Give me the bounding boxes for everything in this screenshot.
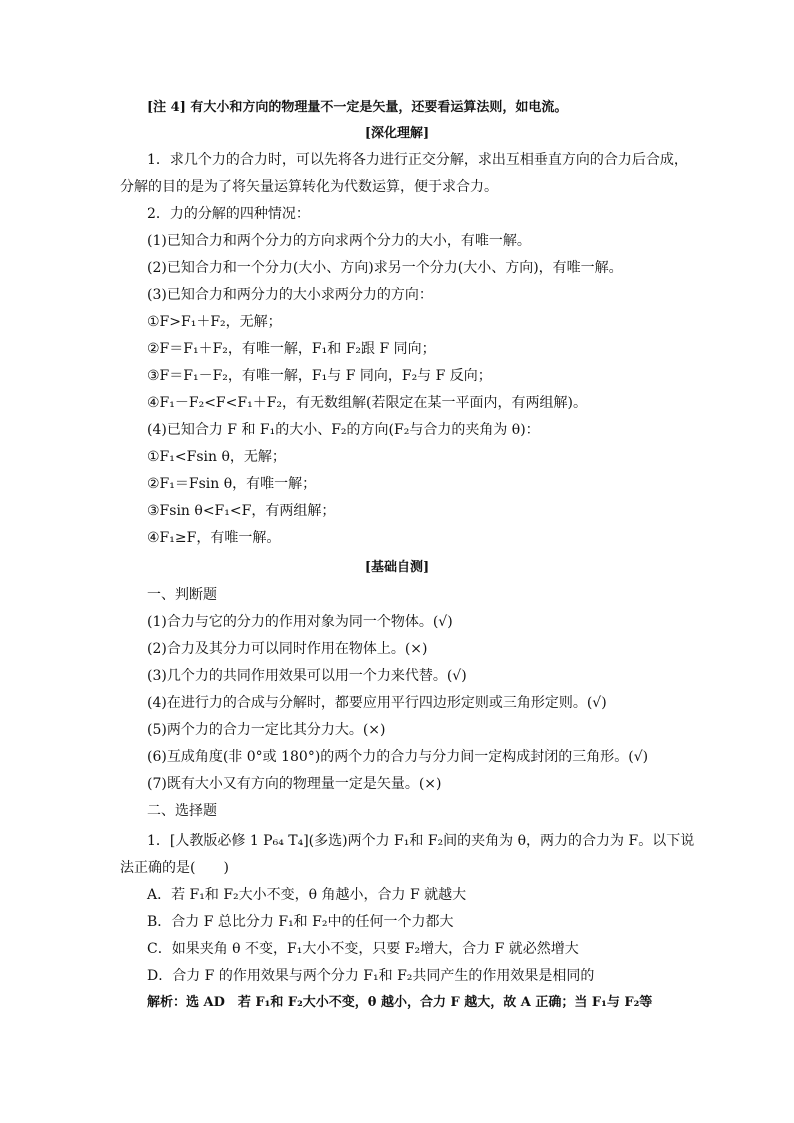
case-3-item-2: ②F＝F₁＋F₂，有唯一解，F₁和 F₂跟 F 同向； bbox=[147, 341, 436, 357]
question-1-line-2: 法正确的是( ) bbox=[120, 860, 229, 876]
judgment-5: (5)两个力的合力一定比其分力大。(×) bbox=[147, 722, 386, 738]
case-3: (3)已知合力和两分力的大小求两分力的方向： bbox=[147, 287, 433, 303]
paragraph-1-line-2: 分解的目的是为了将矢量运算转化为代数运算，便于求合力。 bbox=[120, 179, 498, 195]
option-d: D．合力 F 的作用效果与两个分力 F₁和 F₂共同产生的作用效果是相同的 bbox=[147, 968, 595, 984]
analysis-line-1: 解析：选 AD 若 F₁和 F₂大小不变，θ 越小，合力 F 越大，故 A 正确；当 F₁与 F₂等 bbox=[147, 995, 653, 1010]
option-b: B．合力 F 总比分力 F₁和 F₂中的任何一个力都大 bbox=[147, 914, 454, 930]
option-a: A．若 F₁和 F₂大小不变，θ 角越小，合力 F 就越大 bbox=[147, 887, 467, 903]
judgment-1: (1)合力与它的分力的作用对象为同一个物体。(√) bbox=[147, 614, 453, 630]
case-2: (2)已知合力和一个分力(大小、方向)求另一个分力(大小、方向)，有唯一解。 bbox=[147, 260, 623, 276]
choice-heading: 二、选择题 bbox=[147, 803, 217, 819]
case-3-item-3: ③F＝F₁－F₂，有唯一解，F₁与 F 同向，F₂与 F 反向； bbox=[147, 368, 492, 384]
case-4-item-3: ③Fsin θ<F₁<F，有两组解； bbox=[147, 503, 336, 519]
judgment-heading: 一、判断题 bbox=[147, 587, 217, 603]
option-c: C．如果夹角 θ 不变，F₁大小不变，只要 F₂增大，合力 F 就必然增大 bbox=[147, 941, 579, 957]
case-1: (1)已知合力和两个分力的方向求两个分力的大小，有唯一解。 bbox=[147, 233, 531, 249]
judgment-7: (7)既有大小又有方向的物理量一定是矢量。(×) bbox=[147, 776, 442, 792]
case-4: (4)已知合力 F 和 F₁的大小、F₂的方向(F₂与合力的夹角为 θ)： bbox=[147, 422, 540, 438]
case-3-item-1: ①F>F₁＋F₂，无解； bbox=[147, 314, 282, 330]
case-4-item-4: ④F₁≥F，有唯一解。 bbox=[147, 530, 281, 546]
paragraph-2-heading: 2．力的分解的四种情况： bbox=[147, 206, 310, 222]
judgment-6: (6)互成角度(非 0°或 180°)的两个力的合力与分力间一定构成封闭的三角形。(√) bbox=[147, 749, 649, 765]
question-1-line-1: 1．[人教版必修 1 P₆₄ T₄](多选)两个力 F₁和 F₂间的夹角为 θ，两力的合力为 F。以下说 bbox=[147, 833, 695, 849]
judgment-2: (2)合力及其分力可以同时作用在物体上。(×) bbox=[147, 641, 428, 657]
case-3-item-4: ④F₁－F₂<F<F₁＋F₂，有无数组解(若限定在某一平面内，有两组解)。 bbox=[147, 395, 587, 411]
judgment-4: (4)在进行力的合成与分解时，都要应用平行四边形定则或三角形定则。(√) bbox=[147, 695, 607, 711]
judgment-3: (3)几个力的共同作用效果可以用一个力来代替。(√) bbox=[147, 668, 467, 684]
note-4: [注 4] 有大小和方向的物理量不一定是矢量，还要看运算法则，如电流。 bbox=[147, 100, 568, 115]
case-4-item-2: ②F₁＝Fsin θ，有唯一解； bbox=[147, 476, 317, 492]
case-4-item-1: ①F₁<Fsin θ，无解； bbox=[147, 449, 286, 465]
section-heading-deepen: [深化理解] bbox=[364, 126, 430, 141]
paragraph-1-line-1: 1．求几个力的合力时，可以先将各力进行正交分解，求出互相垂直方向的合力后合成， bbox=[147, 152, 688, 168]
section-heading-self-test: [基础自测] bbox=[364, 560, 430, 575]
